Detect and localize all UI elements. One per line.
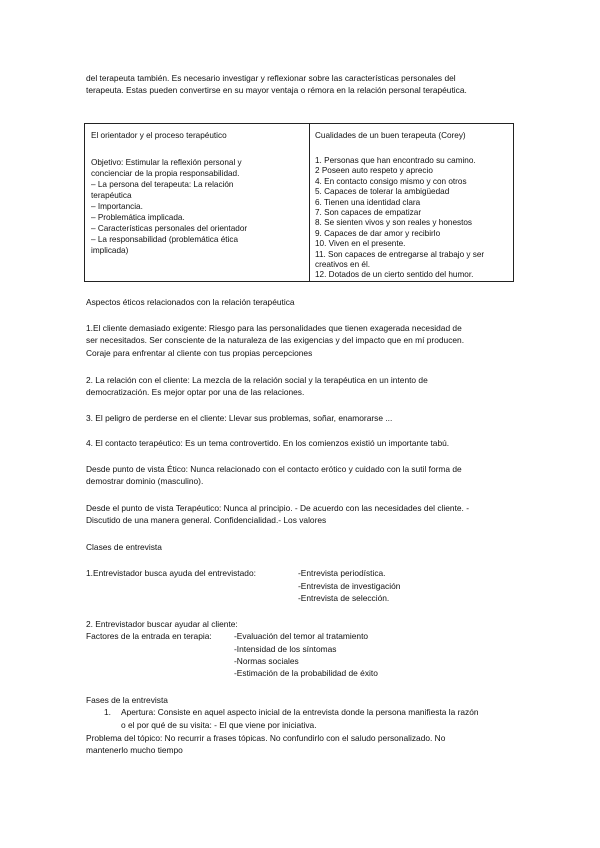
table-line: Objetivo: Estimular la reflexión personal y [91, 158, 242, 167]
table-cell-cualidades [310, 124, 514, 282]
quality-item: 10. Viven en el presente. [315, 239, 406, 249]
topics-table [84, 123, 514, 282]
entrevista-type: -Entrevista de investigación [298, 581, 401, 591]
fases-list-number: 1. [104, 707, 111, 717]
table-header-orientador: El orientador y el proceso terapéutico [91, 131, 227, 140]
quality-item: 6. Tienen una identidad clara [315, 197, 421, 207]
intro-line-1: del terapeuta también. Es necesario investigar y reflexionar sobre las características personales del [86, 73, 456, 83]
factor-item: -Estimación de la probabilidad de éxito [234, 668, 378, 678]
aspectos-p1-line-1: 1.El cliente demasiado exigente: Riesgo para las personalidades que tienen exagerada necesidad de [86, 323, 462, 333]
aspectos-p1-line-3: Coraje para enfrentar al cliente con tus propias percepciones [86, 348, 313, 358]
factor-item: -Evaluación del temor al tratamiento [234, 631, 369, 641]
table-line: concienciar de la propia responsabilidad. [91, 169, 240, 178]
quality-item: 1. Personas que han encontrado su camino. [315, 156, 476, 165]
problema-line-1: Problema del tópico: No recurrir a frases tópicas. No confundirlo con el saludo personalizado. No [86, 733, 446, 743]
table-line: – La responsabilidad (problemática ética [91, 235, 239, 244]
quality-item: creativos en él. [315, 260, 371, 270]
fases-heading: Fases de la entrevista [86, 695, 168, 705]
table-line: – Problemática implicada. [91, 213, 185, 222]
factor-item: -Intensidad de los síntomas [234, 644, 337, 654]
aspectos-p6-line-1: Desde el punto de vista Terapéutico: Nunca al principio. - De acuerdo con las necesidades del cliente. - [86, 503, 469, 513]
aspectos-p1-line-2: ser necesitados. Ser consciente de la naturaleza de las exigencias y del impacto que en mí producen. [86, 335, 465, 345]
quality-item: 5. Capaces de tolerar la ambigüedad [315, 187, 450, 197]
aspectos-p5-line-1: Desde punto de vista Ético: Nunca relacionado con el contacto erótico y cuidado con la sutil forma de [86, 464, 462, 474]
quality-item: 9. Capaces de dar amor y recibirlo [315, 228, 441, 238]
clases-item-2: 2. Entrevistador buscar ayudar al cliente: [86, 619, 238, 629]
quality-item: 2 Poseen auto respeto y aprecio [315, 166, 433, 176]
clases-heading: Clases de entrevista [86, 542, 162, 552]
quality-item: 8. Se sienten vivos y son reales y honestos [315, 218, 473, 228]
aspectos-p2-line-2: democratización. Es mejor optar por una de las relaciones. [86, 387, 305, 397]
table-line: terapéutica [91, 191, 132, 200]
apertura-line-2: o el por qué de su visita: - El que viene por iniciativa. [121, 720, 317, 730]
table-line: – La persona del terapeuta: La relación [91, 180, 234, 189]
intro-line-2: terapeuta. Estas pueden convertirse en su mayor ventaja o rémora en la relación personal terapéutica. [86, 85, 467, 95]
table-line: – Características personales del orientador [91, 224, 248, 233]
quality-item: 4. En contacto consigo mismo y con otros [315, 176, 467, 186]
aspectos-heading: Aspectos éticos relacionados con la relación terapéutica [86, 297, 295, 307]
aspectos-p5-line-2: demostrar dominio (masculino). [86, 476, 204, 486]
problema-line-2: mantenerlo mucho tiempo [86, 745, 183, 755]
table-line: – Importancia. [91, 202, 143, 211]
quality-item: 7. Son capaces de empatizar [315, 208, 422, 218]
factores-label: Factores de la entrada en terapia: [86, 631, 212, 641]
aspectos-p6-line-2: Discutido de una manera general. Confidencialidad.- Los valores [86, 515, 327, 525]
clases-item-1: 1.Entrevistador busca ayuda del entrevistado: [86, 568, 256, 578]
apertura-line-1: Apertura: Consiste en aquel aspecto inicial de la entrevista donde la persona manifiesta la razón [121, 707, 479, 717]
aspectos-p4: 4. El contacto terapéutico: Es un tema controvertido. En los comienzos existió un importante tabú. [86, 438, 450, 448]
quality-item: 11. Son capaces de entregarse al trabajo y ser [315, 249, 485, 259]
quality-item: 12. Dotados de un cierto sentido del humor. [315, 270, 474, 280]
table-line: implicada) [91, 246, 129, 255]
aspectos-p3: 3. El peligro de perderse en el cliente: Llevar sus problemas, soñar, enamorarse ... [86, 413, 393, 423]
factor-item: -Normas sociales [234, 656, 299, 666]
entrevista-type: -Entrevista periodística. [298, 568, 386, 578]
table-header-cualidades: Cualidades de un buen terapeuta (Corey) [315, 131, 466, 140]
aspectos-p2-line-1: 2. La relación con el cliente: La mezcla de la relación social y la terapéutica en un intento de [86, 375, 428, 385]
entrevista-type: -Entrevista de selección. [298, 593, 390, 603]
table-cell-orientador [85, 124, 310, 282]
